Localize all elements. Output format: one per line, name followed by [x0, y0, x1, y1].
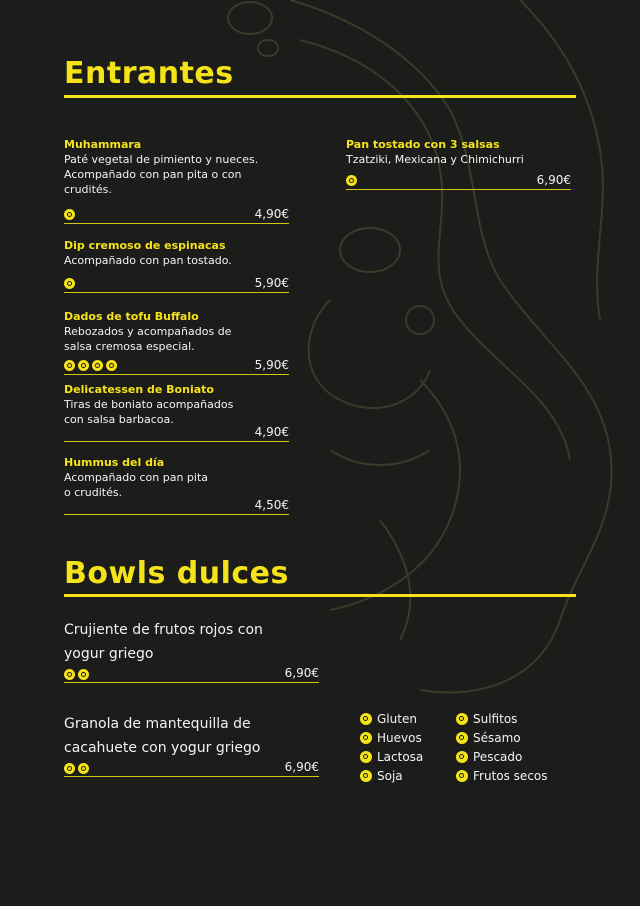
menu-item [64, 310, 289, 375]
item-price: 4,50€ [254, 498, 289, 512]
item-price: 6,90€ [284, 666, 319, 680]
legend-label: Frutos secos [473, 769, 548, 783]
lactosa-icon [346, 175, 357, 186]
item-name-line: Granola de mantequilla de [64, 716, 251, 732]
item-desc-line: Paté vegetal de pimiento y nueces. [64, 153, 259, 166]
legend-label: Huevos [377, 731, 422, 745]
legend-item [456, 750, 566, 764]
huevos-icon [64, 360, 75, 371]
section-rule-bowls [64, 594, 576, 597]
frutos-secos-icon [64, 209, 75, 220]
legend-item [456, 769, 566, 783]
section-title-bowls: Bowls dulces [64, 556, 289, 591]
legend-label: Pescado [473, 750, 523, 764]
menu-item [64, 239, 289, 293]
item-divider [64, 223, 289, 224]
soja-icon [360, 770, 372, 782]
lactosa-icon [78, 360, 89, 371]
sulfitos-icon [106, 360, 117, 371]
legend-label: Soja [377, 769, 403, 783]
frutos-secos-icon [78, 669, 89, 680]
item-price: 4,90€ [254, 425, 289, 439]
legend-item [456, 712, 566, 726]
frutos-secos-icon [92, 360, 103, 371]
sulfitos-icon [456, 713, 468, 725]
item-name: Hummus del día [64, 456, 165, 469]
menu-item [346, 138, 571, 190]
frutos-secos-icon [78, 763, 89, 774]
section-rule-starters [64, 95, 576, 98]
item-name-line: yogur griego [64, 646, 154, 662]
item-name-line: cacahuete con yogur griego [64, 740, 261, 756]
sesamo-icon [456, 732, 468, 744]
legend-label: Gluten [377, 712, 417, 726]
legend-label: Lactosa [377, 750, 424, 764]
legend-item [360, 731, 456, 745]
item-desc-line: Acompañado con pan pita [64, 471, 208, 484]
item-desc-line: salsa cremosa especial. [64, 340, 195, 353]
menu-item [64, 618, 319, 683]
item-divider [64, 682, 319, 683]
item-price: 6,90€ [284, 760, 319, 774]
legend-item [360, 769, 456, 783]
item-name: Delicatessen de Boniato [64, 383, 214, 396]
lactosa-icon [360, 751, 372, 763]
menu-item [64, 712, 319, 777]
item-desc-line: Rebozados y acompañados de [64, 325, 232, 338]
item-price: 5,90€ [254, 276, 289, 290]
huevos-icon [360, 732, 372, 744]
item-name: Pan tostado con 3 salsas [346, 138, 500, 151]
item-price: 6,90€ [536, 173, 571, 187]
item-divider [64, 514, 289, 515]
section-title-starters: Entrantes [64, 56, 234, 91]
lactosa-icon [64, 278, 75, 289]
legend-item [360, 750, 456, 764]
gluten-icon [360, 713, 372, 725]
item-price: 5,90€ [254, 358, 289, 372]
item-desc-line: Tiras de boniato acompañados [64, 398, 234, 411]
legend-label: Sulfitos [473, 712, 518, 726]
item-divider [346, 189, 571, 190]
item-name: Muhammara [64, 138, 142, 151]
frutos-secos-icon [456, 770, 468, 782]
menu-item [64, 138, 289, 224]
item-desc-line: con salsa barbacoa. [64, 413, 174, 426]
lactosa-icon [64, 669, 75, 680]
item-divider [64, 292, 289, 293]
pescado-icon [456, 751, 468, 763]
item-desc-line: Acompañado con pan pita o con [64, 168, 242, 181]
item-desc-line: crudités. [64, 183, 112, 196]
legend-item [360, 712, 456, 726]
lactosa-icon [64, 763, 75, 774]
item-name: Dados de tofu Buffalo [64, 310, 199, 323]
menu-item [64, 456, 289, 515]
item-desc-line: Acompañado con pan tostado. [64, 254, 232, 267]
item-price: 4,90€ [254, 207, 289, 221]
legend-label: Sésamo [473, 731, 521, 745]
item-name: Dip cremoso de espinacas [64, 239, 226, 252]
menu-item [64, 383, 289, 442]
legend-item [456, 731, 566, 745]
item-divider [64, 374, 289, 375]
item-desc-line: Tzatziki, Mexicana y Chimichurri [346, 153, 524, 166]
item-desc-line: o crudités. [64, 486, 123, 499]
item-divider [64, 776, 319, 777]
item-name-line: Crujiente de frutos rojos con [64, 622, 263, 638]
allergen-legend [360, 712, 566, 783]
item-divider [64, 441, 289, 442]
